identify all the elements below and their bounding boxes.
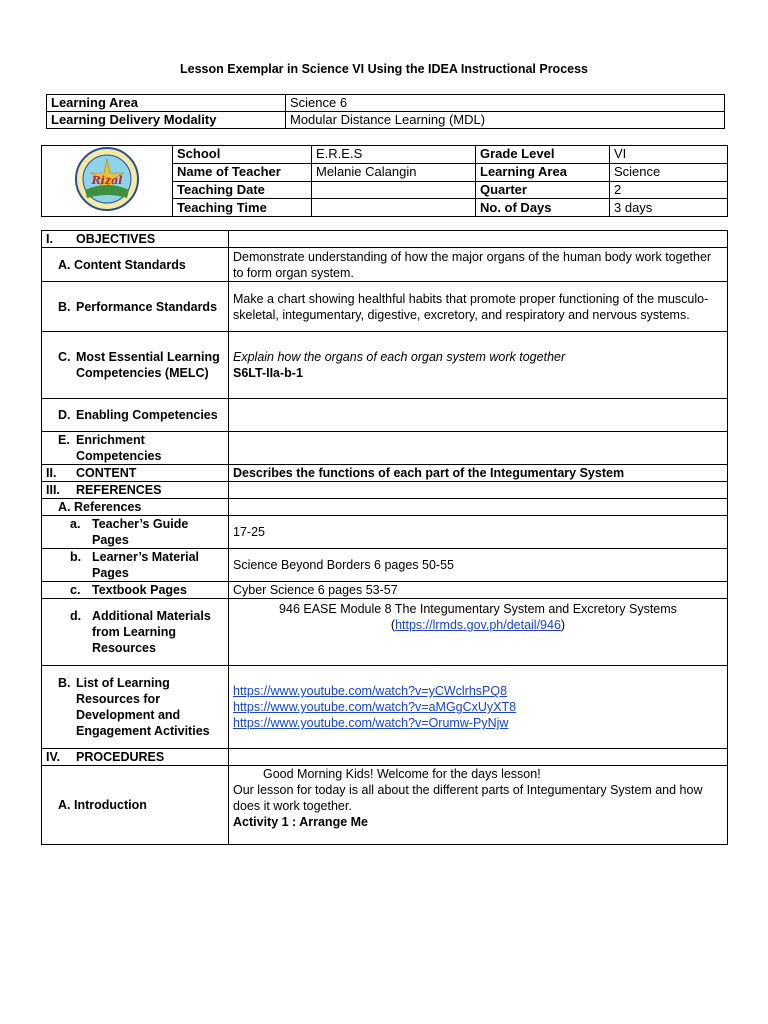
lrmds-link[interactable]: https://lrmds.gov.ph/detail/946 <box>395 618 561 632</box>
quarter-label: Quarter <box>476 181 610 199</box>
additional-materials-label: d. Additional Materials from Learning Resources <box>42 599 229 666</box>
document-title: Lesson Exemplar in Science VI Using the IDEA Instructional Process <box>180 62 588 76</box>
learners-material-label: b. Learner’s Material Pages <box>42 549 229 582</box>
logo-cell <box>42 146 173 217</box>
modality-value: Modular Distance Learning (MDL) <box>286 112 725 129</box>
teachers-guide-value: 17-25 <box>229 516 728 549</box>
grade-level-value: VI <box>610 146 728 164</box>
procedures-empty <box>229 749 728 766</box>
enrichment-competencies-label: E. Enrichment Competencies <box>42 432 229 465</box>
textbook-pages-value: Cyber Science 6 pages 53-57 <box>229 582 728 599</box>
youtube-link-3[interactable]: https://www.youtube.com/watch?v=Orumw-PyNjw <box>233 716 509 730</box>
introduction-text: Our lesson for today is all about the different parts of Integumentary System and how does it work together. <box>233 783 703 813</box>
introduction-value <box>229 766 728 845</box>
teachers-guide-label: a. Teacher’s Guide Pages <box>42 516 229 549</box>
references-empty <box>229 482 728 499</box>
objectives-empty <box>229 231 728 248</box>
youtube-link-1[interactable]: https://www.youtube.com/watch?v=yCWclrhsPQ8 <box>233 684 508 698</box>
enabling-competencies-value <box>229 399 728 432</box>
content-standards-label: A. Content Standards <box>42 248 229 282</box>
activity-title: Activity 1 : Arrange Me <box>233 815 368 829</box>
header-table <box>46 94 725 129</box>
melc-text: Explain how the organs of each organ system work together <box>233 350 566 364</box>
melc-value <box>229 332 728 399</box>
grade-level-label: Grade Level <box>476 146 610 164</box>
info-table <box>41 145 728 217</box>
objectives-header: I. OBJECTIVES <box>42 231 229 248</box>
school-seal-logo <box>67 146 147 212</box>
content-standards-value: Demonstrate understanding of how the major organs of the human body work together to form organ system. <box>229 248 728 282</box>
youtube-link-2[interactable]: https://www.youtube.com/watch?v=aMGgCxUyXT8 <box>233 700 517 714</box>
days-value: 3 days <box>610 199 728 217</box>
melc-label: C. Most Essential Learning Competencies (MELC) <box>42 332 229 399</box>
teacher-label: Name of Teacher <box>173 163 312 181</box>
content-value: Describes the functions of each part of the Integumentary System <box>229 465 728 482</box>
school-value: E.R.E.S <box>312 146 476 164</box>
learning-area-value: Science 6 <box>286 95 725 112</box>
additional-materials-text: 946 EASE Module 8 The Integumentary System and Excretory Systems <box>279 602 677 616</box>
learning-area-value-2: Science <box>610 163 728 181</box>
references-a-label: A. References <box>42 499 229 516</box>
melc-code: S6LT-IIa-b-1 <box>233 366 303 380</box>
learners-material-value: Science Beyond Borders 6 pages 50-55 <box>229 549 728 582</box>
modality-label: Learning Delivery Modality <box>47 112 286 129</box>
enabling-competencies-label: D. Enabling Competencies <box>42 399 229 432</box>
procedures-header: IV. PROCEDURES <box>42 749 229 766</box>
learning-area-label: Learning Area <box>47 95 286 112</box>
learning-resources-label: B. List of Learning Resources for Development and Engagement Activities <box>42 666 229 749</box>
enrichment-competencies-value <box>229 432 728 465</box>
performance-standards-value: Make a chart showing healthful habits that promote proper functioning of the musculo-skeletal, integumentary, digestive, excretory, and respiratory and nervous systems. <box>229 282 728 332</box>
logo-text: Rizal <box>91 174 123 187</box>
introduction-label: A. Introduction <box>42 766 229 845</box>
teaching-time-value <box>312 199 476 217</box>
teaching-time-label: Teaching Time <box>173 199 312 217</box>
school-label: School <box>173 146 312 164</box>
lesson-table <box>41 230 728 845</box>
references-header: III. REFERENCES <box>42 482 229 499</box>
learning-area-label-2: Learning Area <box>476 163 610 181</box>
introduction-greeting: Good Morning Kids! Welcome for the days lesson! <box>263 767 541 781</box>
content-header: II. CONTENT <box>42 465 229 482</box>
references-a-empty <box>229 499 728 516</box>
teaching-date-value <box>312 181 476 199</box>
textbook-pages-label: c. Textbook Pages <box>42 582 229 599</box>
quarter-value: 2 <box>610 181 728 199</box>
teaching-date-label: Teaching Date <box>173 181 312 199</box>
performance-standards-label: B. Performance Standards <box>42 282 229 332</box>
additional-materials-link-line: (https://lrmds.gov.ph/detail/946) <box>390 618 566 632</box>
teacher-value: Melanie Calangin <box>312 163 476 181</box>
days-label: No. of Days <box>476 199 610 217</box>
additional-materials-value <box>229 599 728 666</box>
learning-resources-value <box>229 666 728 749</box>
